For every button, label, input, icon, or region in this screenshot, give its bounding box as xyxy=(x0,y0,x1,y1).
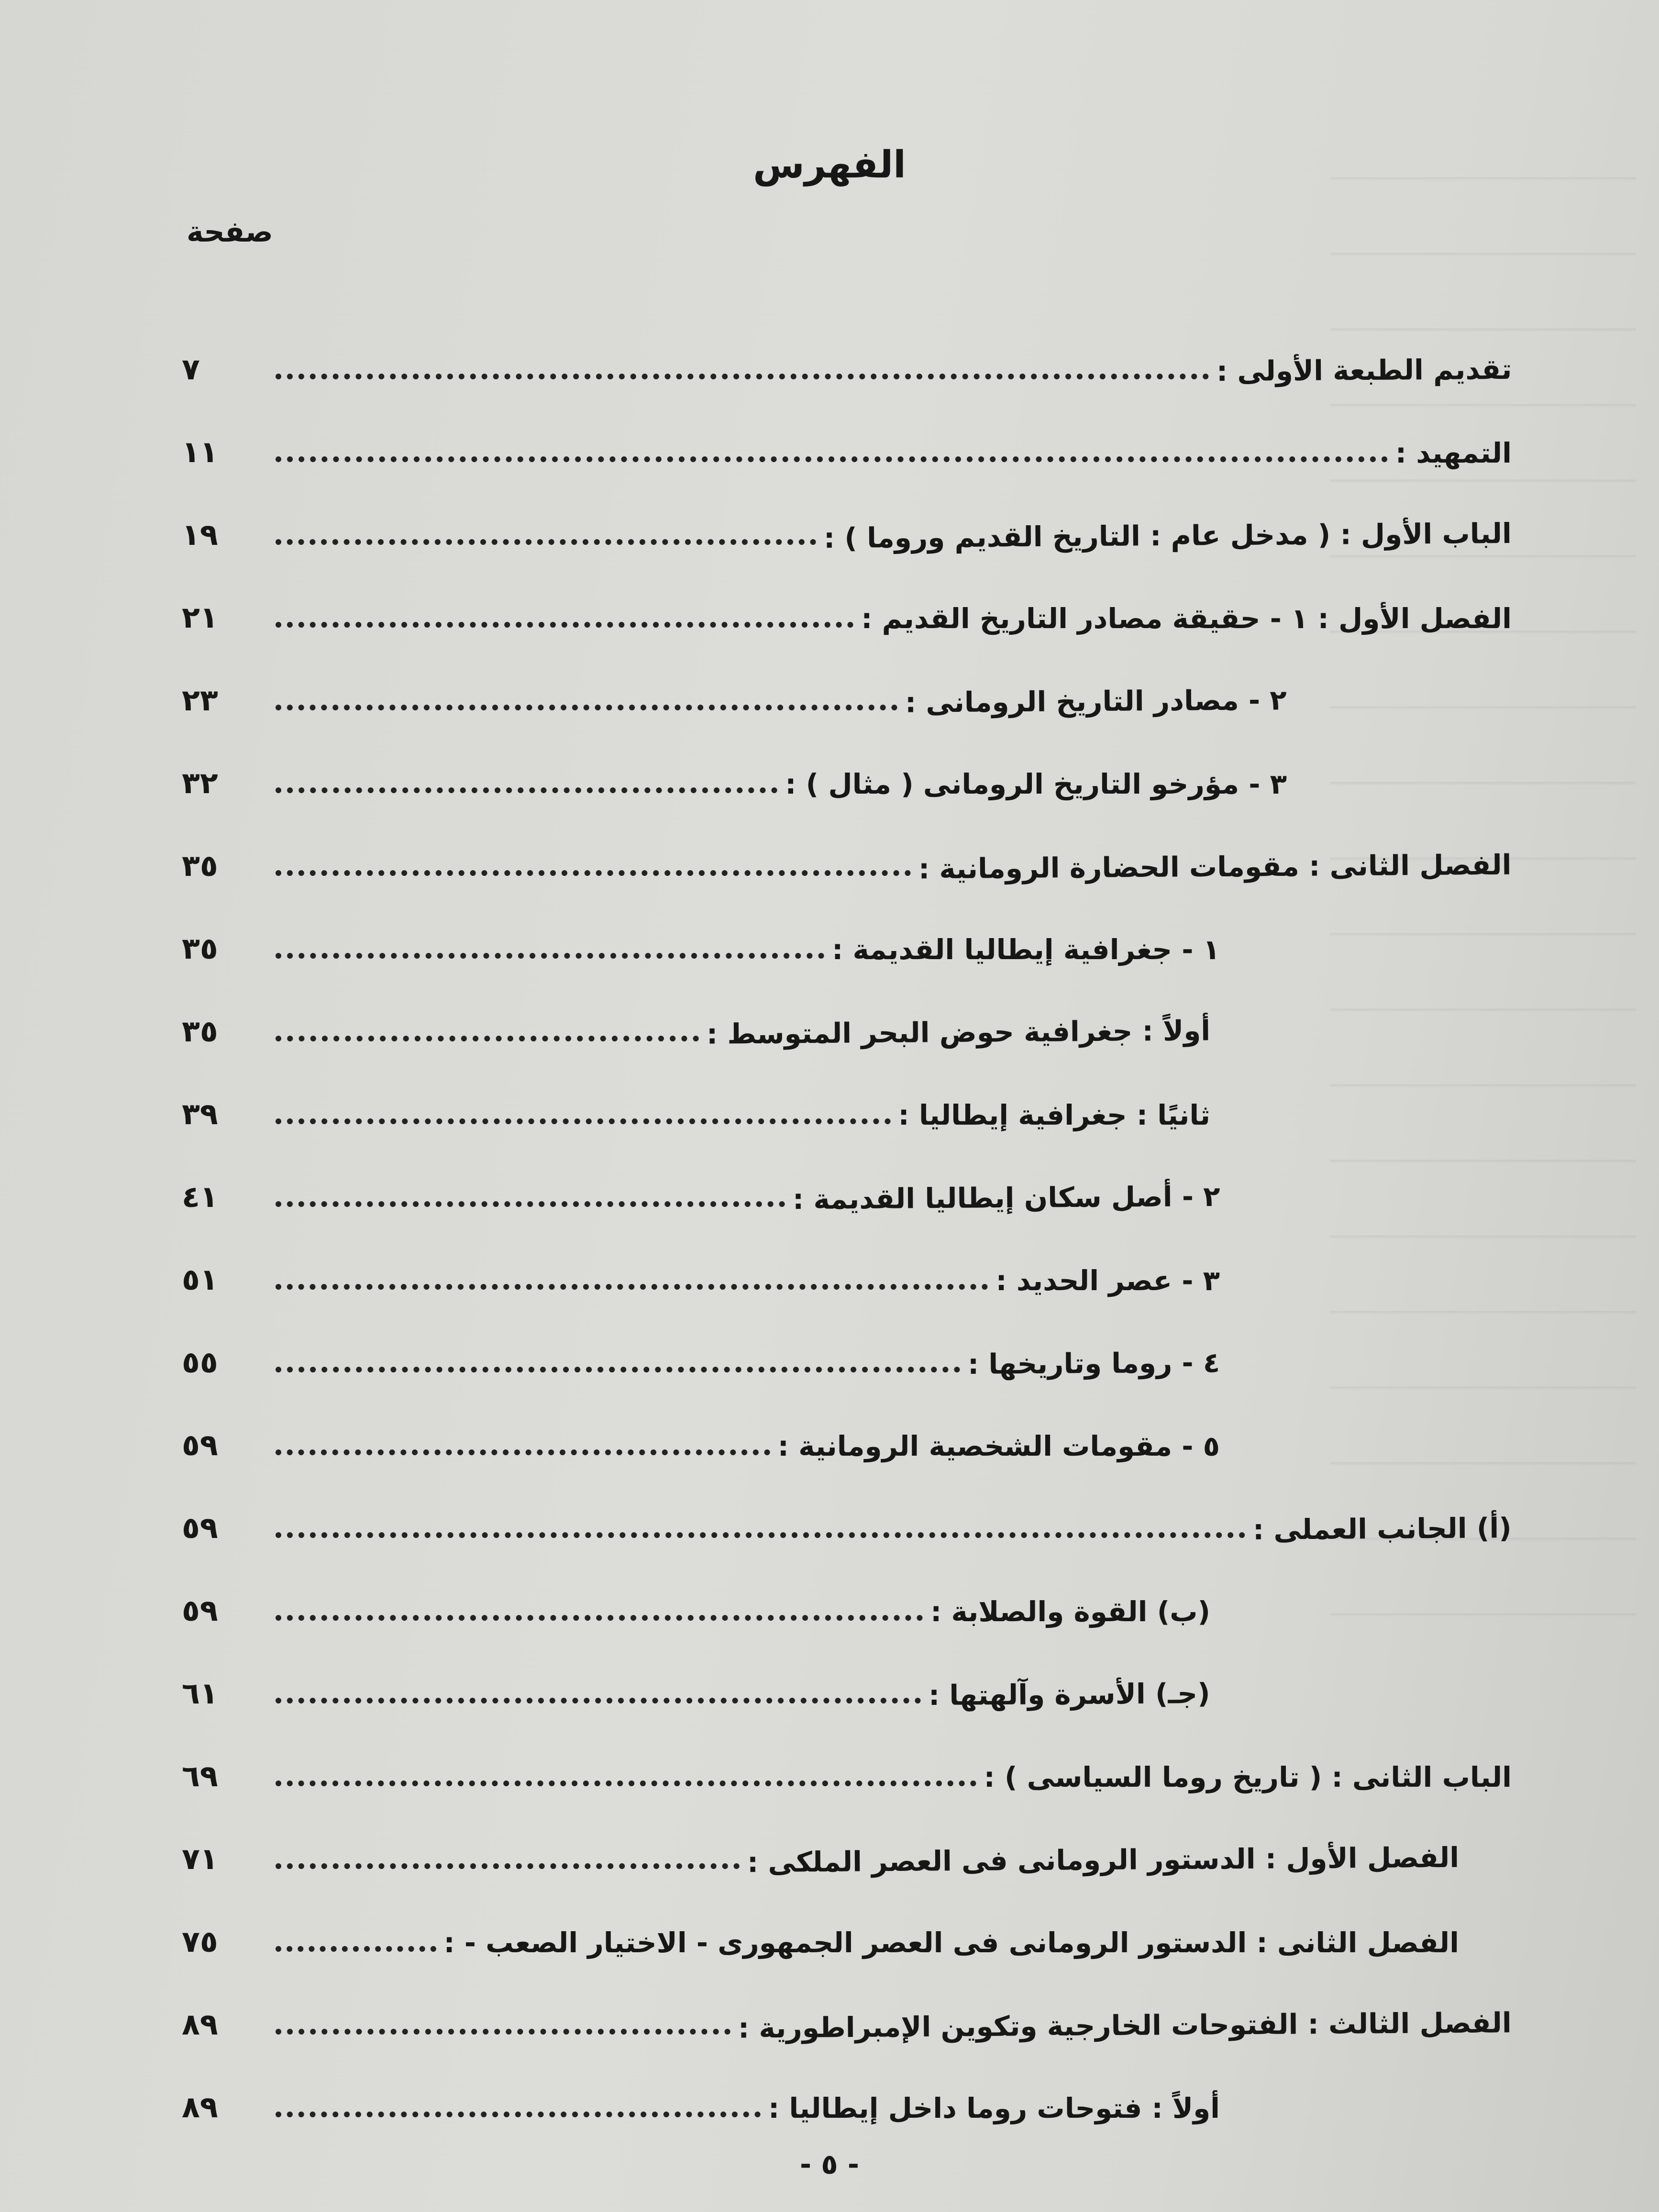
dot-leader xyxy=(276,870,911,876)
toc-entry-title: (جـ) الأسرة وآلهتها : xyxy=(929,1677,1211,1712)
page-column-label: صفحة xyxy=(187,215,273,249)
toc-entry-page: ٤١ xyxy=(182,1179,218,1214)
dot-leader xyxy=(276,374,1209,379)
dot-leader xyxy=(276,1367,960,1372)
toc-entry xyxy=(182,715,1512,798)
toc-entry xyxy=(182,467,1512,555)
toc-entry-title: (أ) الجانب العملى : xyxy=(1253,1512,1512,1546)
toc-entry-page: ٦٩ xyxy=(182,1759,218,1793)
dot-leader xyxy=(276,1201,785,1207)
toc-entry-page: ٢١ xyxy=(182,600,218,635)
toc-entry xyxy=(182,1129,1512,1216)
toc-entry-page: ٢٣ xyxy=(182,683,218,718)
dot-leader xyxy=(276,2029,730,2035)
toc-entry-page: ٥٩ xyxy=(182,1593,218,1628)
toc-entry-page: ٦١ xyxy=(182,1676,218,1711)
toc-entry xyxy=(182,2039,1512,2122)
toc-entry-page: ٧٥ xyxy=(182,1924,218,1959)
toc-entry-page: ٣٥ xyxy=(182,931,218,966)
toc-entry-title: ٢ - مصادر التاريخ الرومانى : xyxy=(905,684,1287,719)
toc-entry xyxy=(182,881,1512,966)
dot-leader xyxy=(276,1615,923,1621)
toc-entry-title: الفصل الأول : الدستور الرومانى فى العصر الملكى : xyxy=(747,1841,1460,1879)
toc-entry-title: الفصل الثالث : الفتوحات الخارجية وتكوين الإمبراطورية : xyxy=(738,2006,1512,2045)
toc-entry-title: الفصل الثانى : الدستور الرومانى فى العصر الجمهورى - الاختيار الصعب - : xyxy=(443,1926,1459,1959)
toc-entry-title: تقديم الطبعة الأولى : xyxy=(1216,353,1512,388)
toc-entry xyxy=(182,1377,1512,1460)
toc-entry-page: ٣٢ xyxy=(182,765,218,800)
toc-entry-title: (ب) القوة والصلابة : xyxy=(930,1595,1210,1628)
toc-entry-title: الفصل الأول : ١ - حقيقة مصادر التاريخ القديم : xyxy=(861,602,1512,635)
toc-entry-page: ٨٩ xyxy=(182,2007,218,2042)
page-title: الفهرس xyxy=(753,144,906,187)
dot-leader xyxy=(276,1781,976,1786)
toc-entry xyxy=(182,1957,1512,2045)
dot-leader xyxy=(276,456,1388,462)
toc-entry-title: ٤ - روما وتاريخها : xyxy=(967,1346,1220,1381)
toc-entry-title: الفصل الثانى : مقومات الحضارة الرومانية : xyxy=(918,848,1512,885)
dot-leader xyxy=(276,1036,699,1041)
toc-entry-title: ٣ - مؤرخو التاريخ الرومانى ( مثال ) : xyxy=(785,768,1287,800)
toc-entry-page: ٥٥ xyxy=(182,1345,218,1380)
toc-entry-title: أولاً : جغرافية حوض البحر المتوسط : xyxy=(706,1014,1211,1051)
toc-entry-page: ١١ xyxy=(182,434,218,469)
toc-entry xyxy=(182,1791,1512,1879)
dot-leader xyxy=(276,1946,436,1952)
toc-entry-page: ٣٥ xyxy=(182,1014,218,1049)
dot-leader xyxy=(276,1284,988,1290)
toc-entry xyxy=(182,798,1512,885)
toc-entry xyxy=(182,1874,1512,1957)
toc-entry-page: ٥٩ xyxy=(182,1427,218,1462)
toc-entry-page: ٨٩ xyxy=(182,2090,218,2124)
toc-entry-title: ٢ - أصل سكان إيطاليا القديمة : xyxy=(792,1180,1220,1216)
dot-leader xyxy=(276,1698,921,1703)
dot-leader xyxy=(276,622,853,628)
toc-entry-page: ١٩ xyxy=(182,517,218,552)
dot-leader xyxy=(276,2112,761,2117)
dot-leader xyxy=(276,705,897,710)
toc-entry xyxy=(182,384,1512,467)
toc-entry xyxy=(182,963,1512,1051)
dot-leader xyxy=(276,953,824,959)
toc-entry-title: أولاً : فتوحات روما داخل إيطاليا : xyxy=(768,2092,1220,2124)
toc-entry-title: الباب الثانى : ( تاريخ روما السياسى ) : xyxy=(984,1761,1512,1793)
table-of-contents xyxy=(182,301,1512,2122)
toc-entry-page: ٥٩ xyxy=(182,1510,218,1545)
toc-entry-title: ١ - جغرافية إيطاليا القديمة : xyxy=(832,933,1220,966)
toc-entry xyxy=(182,1626,1512,1712)
toc-entry xyxy=(182,1294,1512,1381)
toc-entry-page: ٣٥ xyxy=(182,848,218,883)
dot-leader xyxy=(276,539,816,545)
toc-entry-page: ٧١ xyxy=(182,1841,218,1876)
toc-entry xyxy=(182,1543,1512,1626)
toc-entry-page: ٣٩ xyxy=(182,1096,218,1131)
dot-leader xyxy=(276,1118,891,1124)
dot-leader xyxy=(276,1449,770,1455)
toc-entry-title: الباب الأول : ( مدخل عام : التاريخ القديم وروما ) : xyxy=(823,517,1512,555)
toc-entry xyxy=(182,301,1512,388)
toc-entry-title: ثانيًا : جغرافية إيطاليا : xyxy=(898,1099,1210,1131)
toc-entry-page: ٥١ xyxy=(182,1262,218,1297)
toc-entry-title: ٥ - مقومات الشخصية الرومانية : xyxy=(777,1430,1220,1462)
toc-entry xyxy=(182,1046,1512,1129)
toc-entry xyxy=(182,1212,1512,1297)
toc-entry-title: ٣ - عصر الحديد : xyxy=(995,1264,1220,1297)
toc-entry xyxy=(182,550,1512,635)
dot-leader xyxy=(276,1532,1245,1538)
page-number: - ٥ - xyxy=(800,2148,859,2180)
toc-entry xyxy=(182,1708,1512,1791)
toc-entry xyxy=(182,632,1512,719)
dot-leader xyxy=(276,787,777,793)
dot-leader xyxy=(276,1863,740,1869)
toc-entry xyxy=(182,1460,1512,1546)
toc-entry-title: التمهيد : xyxy=(1395,437,1512,469)
toc-entry-page: ٧ xyxy=(182,352,200,387)
